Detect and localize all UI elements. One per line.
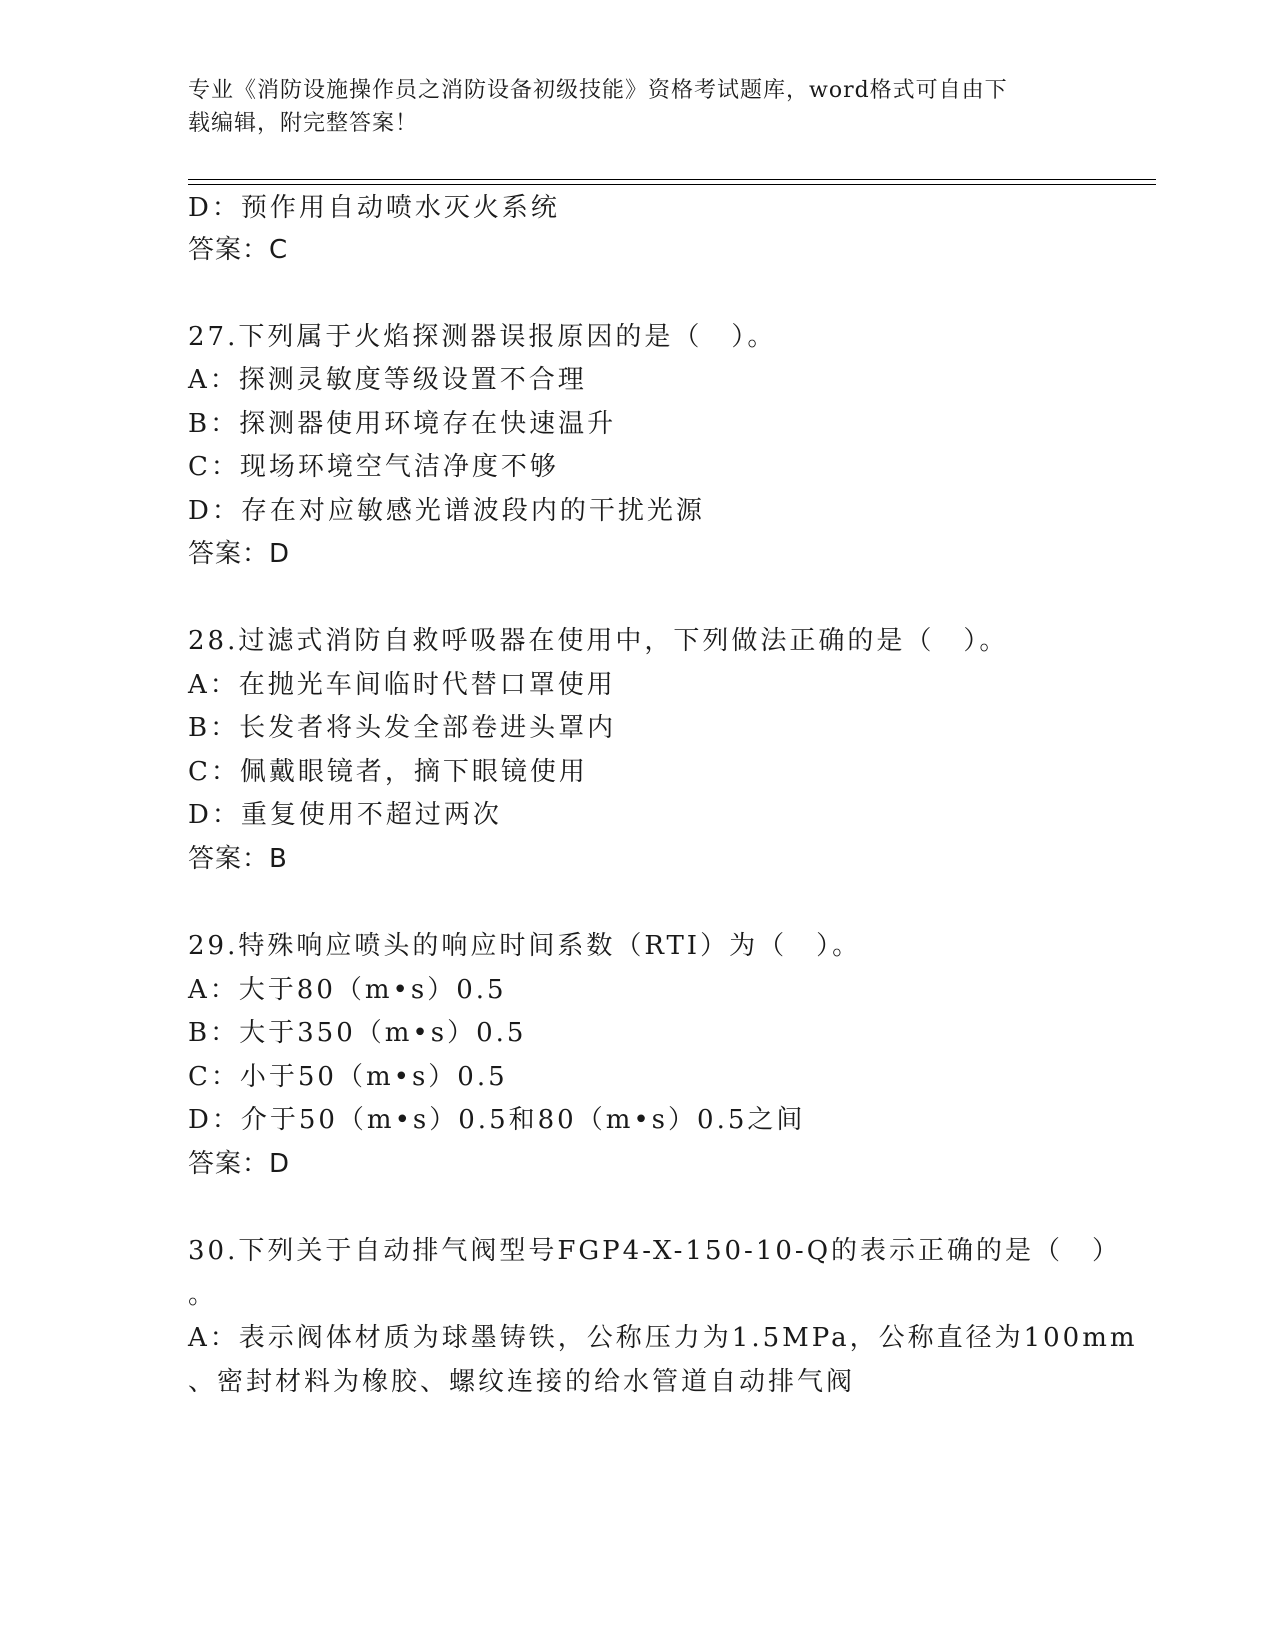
- answer-line: 答案：D: [188, 539, 291, 569]
- option-line: B：大于350（m•s）0.5: [188, 1018, 527, 1048]
- option-line: B：长发者将头发全部卷进头罩内: [188, 713, 617, 743]
- option-line: B：探测器使用环境存在快速温升: [188, 409, 617, 439]
- option-continuation: 、密封材料为橡胶、螺纹连接的给水管道自动排气阀: [188, 1367, 856, 1397]
- option-line: D：存在对应敏感光谱波段内的干扰光源: [188, 496, 705, 526]
- answer-line: 答案：C: [188, 235, 289, 265]
- question-29: 29.特殊响应喷头的响应时间系数（RTI）为（ ）。: [188, 931, 862, 961]
- question-27: 27.下列属于火焰探测器误报原因的是（ ）。: [188, 322, 777, 352]
- header-rule-top: [188, 179, 1156, 180]
- question-continuation: 。: [188, 1280, 218, 1310]
- option-line: D：介于50（m•s）0.5和80（m•s）0.5之间: [188, 1105, 806, 1135]
- option-line: D：重复使用不超过两次: [188, 800, 502, 830]
- option-line: D：预作用自动喷水灭火系统: [188, 193, 560, 223]
- answer-line: 答案：D: [188, 1149, 291, 1179]
- option-line: A：大于80（m•s）0.5: [188, 975, 507, 1005]
- question-30: 30.下列关于自动排气阀型号FGP4-X-150-10-Q的表示正确的是（ ）: [188, 1236, 1122, 1266]
- document-header: [188, 74, 1088, 140]
- option-line: C：现场环境空气洁净度不够: [188, 452, 559, 482]
- option-line: A：表示阀体材质为球墨铸铁，公称压力为1.5MPa，公称直径为100mm: [188, 1323, 1138, 1353]
- option-line: A：在抛光车间临时代替口罩使用: [188, 670, 616, 700]
- option-line: C：小于50（m•s）0.5: [188, 1062, 508, 1092]
- option-line: A：探测灵敏度等级设置不合理: [188, 365, 587, 395]
- answer-line: 答案：B: [188, 844, 288, 874]
- option-line: C：佩戴眼镜者，摘下眼镜使用: [188, 757, 588, 787]
- header-line-1: 专业《消防设施操作员之消防设备初级技能》资格考试题库，word格式可自由下: [188, 78, 1008, 103]
- question-28: 28.过滤式消防自救呼吸器在使用中，下列做法正确的是（ ）。: [188, 626, 1009, 656]
- header-line-2: 载编辑，附完整答案！: [188, 111, 419, 136]
- header-rule-bottom: [188, 184, 1156, 185]
